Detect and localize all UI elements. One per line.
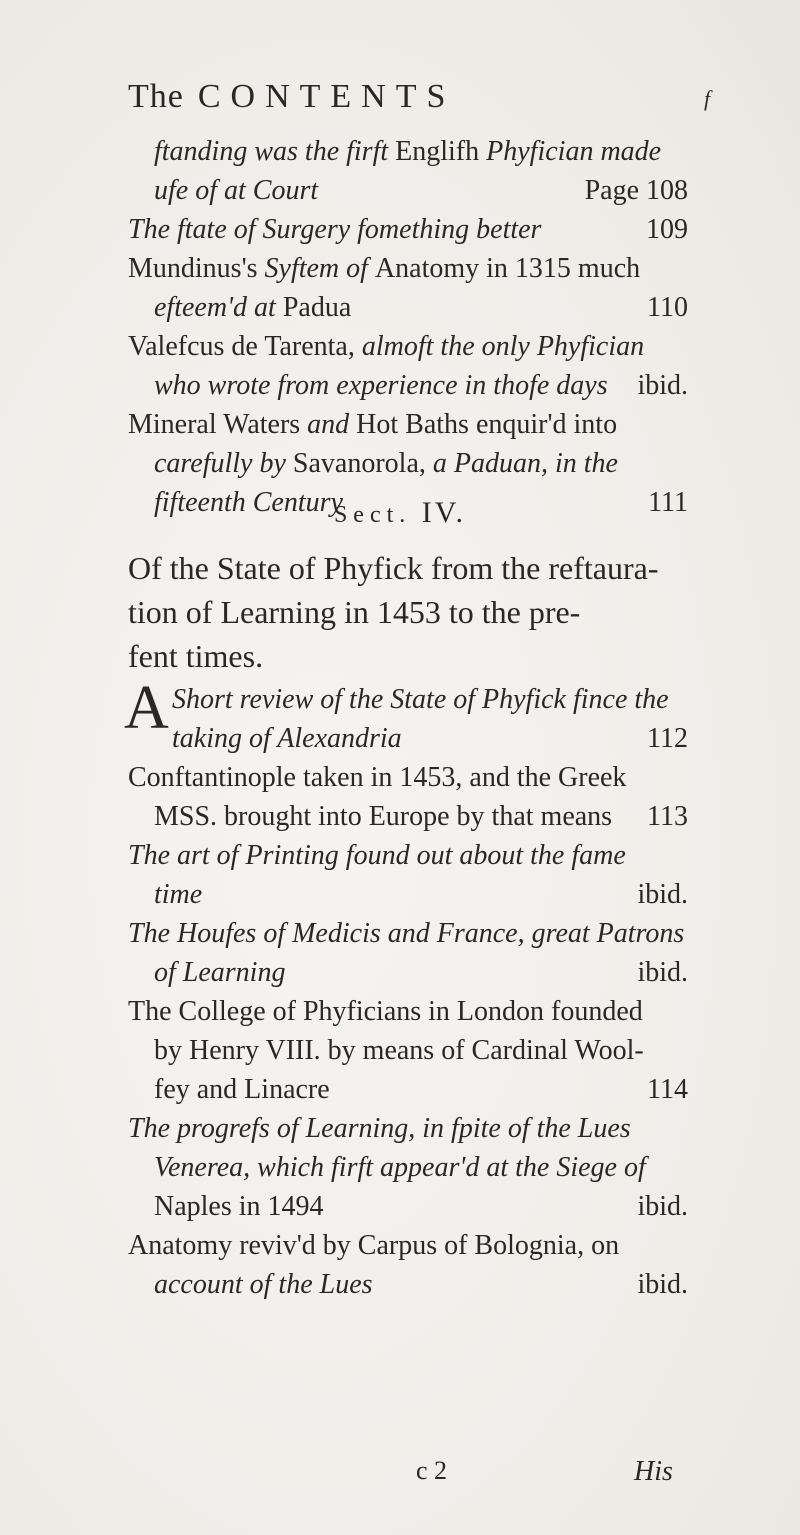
- section-title: Of the State of Phyfick from the reftaura- tion of Learning in 1453 to the pre- fent times.: [128, 550, 659, 674]
- list-item: by Henry VIII. by means of Cardinal Wool-: [154, 1035, 644, 1066]
- list-item: Valefcus de Tarenta, almoft the only Phyfician: [128, 331, 645, 362]
- page-ref: 109: [646, 214, 688, 245]
- list-item: fifteenth Century 111: [128, 483, 688, 522]
- page-ref: 111: [648, 487, 688, 518]
- list-item: Anatomy reviv'd by Carpus of Bolognia, on: [128, 1230, 620, 1261]
- list-item: taking of Alexandria 112: [128, 719, 688, 758]
- catchword: His: [634, 1456, 673, 1487]
- list-item: fey and Linacre 114: [128, 1070, 688, 1109]
- corner-mark: f: [704, 86, 711, 111]
- list-item: The College of Phyficians in London founded: [128, 996, 643, 1027]
- list-item: time ibid.: [128, 875, 688, 914]
- list-item: Short review of the State of Phyfick fince the: [172, 684, 669, 715]
- page-ref: ibid.: [637, 879, 688, 910]
- drop-cap: A: [124, 674, 169, 742]
- section-label: Sect. IV.: [333, 496, 467, 529]
- list-item: ufe of at Court Page 108: [128, 171, 688, 210]
- page-ref: ibid.: [637, 370, 688, 401]
- list-item: account of the Lues ibid.: [128, 1265, 688, 1304]
- signature-mark: c 2: [416, 1456, 448, 1485]
- list-item: Conftantinople taken in 1453, and the Greek: [128, 762, 627, 793]
- list-item: The progrefs of Learning, in fpite of the Lues: [128, 1113, 631, 1144]
- contents-block-1: [128, 132, 688, 522]
- list-item: Mineral Waters and Hot Baths enquir'd into: [128, 409, 618, 440]
- list-item: MSS. brought into Europe by that means 113: [128, 797, 688, 836]
- page-ref: ibid.: [637, 1191, 688, 1222]
- list-item: ftanding was the firft Englifh Phyfician made: [154, 136, 662, 167]
- page-ref: 112: [647, 723, 688, 754]
- page-ref: 114: [647, 1074, 688, 1105]
- list-item: carefully by Savanorola, a Paduan, in the: [154, 448, 618, 479]
- list-item: The ftate of Surgery fomething better 109: [128, 210, 688, 249]
- header-the: The: [128, 78, 184, 115]
- contents-block-2: [128, 680, 688, 1304]
- page-ref: Page 108: [584, 175, 688, 206]
- list-item: The Houfes of Medicis and France, great Patrons: [128, 918, 685, 949]
- page-ref: ibid.: [637, 1269, 688, 1300]
- running-header: [128, 78, 620, 116]
- list-item: Venerea, which firft appear'd at the Siege of: [154, 1152, 646, 1183]
- list-item: Naples in 1494 ibid.: [128, 1187, 688, 1226]
- list-item: Mundinus's Syftem of Anatomy in 1315 much: [128, 253, 641, 284]
- page-ref: ibid.: [637, 957, 688, 988]
- list-item: The art of Printing found out about the fame: [128, 840, 626, 871]
- list-item: of Learning ibid.: [128, 953, 688, 992]
- list-item: efteem'd at Padua 110: [128, 288, 688, 327]
- page-ref: 110: [647, 292, 688, 323]
- page-ref: 113: [647, 801, 688, 832]
- header-contents: CONTENTS: [197, 78, 456, 115]
- list-item: who wrote from experience in thofe days ibid.: [128, 366, 688, 405]
